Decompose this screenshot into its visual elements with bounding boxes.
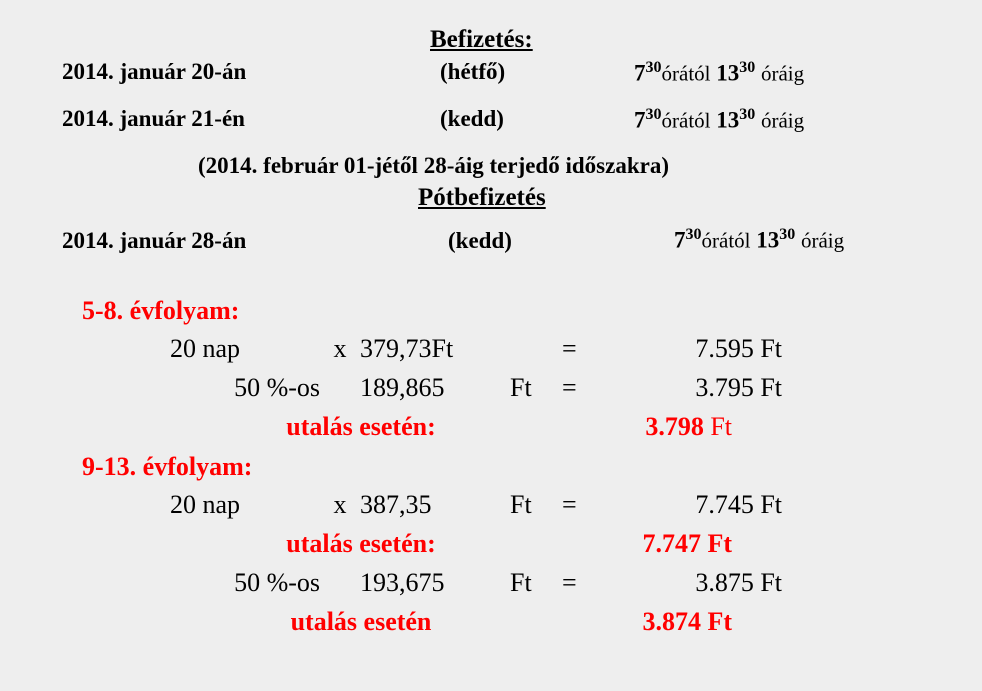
group-2-line-3-eq: =: [562, 568, 577, 597]
supplementary-row-1-date: 2014. január 28-án: [62, 228, 247, 253]
payment-row-1-to-sup: 30: [739, 59, 756, 76]
supplementary-row-1-to-word: óráig: [800, 228, 845, 253]
payment-row-2-time: [634, 106, 804, 134]
payment-row-1-time: [634, 59, 804, 87]
supplementary-section-title: Pótbefizetés: [418, 184, 546, 211]
supplementary-row-1-from-word: órától: [701, 228, 751, 253]
payment-row-2-from-word: órától: [661, 108, 711, 133]
group-1-line-3: [170, 412, 732, 442]
group-2-line-2-result: [552, 529, 732, 559]
group-2-line-3-qty: 50 %-os: [234, 568, 320, 597]
payment-row-1-to-hour: 13: [716, 60, 740, 86]
group-1-line-1-result: 7.595 Ft: [695, 334, 782, 363]
group-2-line-4-label: utalás esetén: [290, 607, 432, 636]
supplementary-row-1-from-sup: 30: [685, 226, 702, 243]
group-2-line-4: [170, 607, 732, 637]
group-1-line-2-qty: 50 %-os: [234, 373, 320, 402]
payment-row-1-from-sup: 30: [645, 59, 662, 76]
group-1-line-2-unit: Ft: [510, 373, 532, 402]
payment-row-1-date: 2014. január 20-án: [62, 59, 247, 84]
group-1-line-1-qty: 20 nap: [170, 334, 241, 363]
group-2-line-1-result: 7.745 Ft: [695, 490, 782, 519]
supplementary-row-1-to-sup: 30: [779, 226, 796, 243]
group-2-line-1-qty: 20 nap: [170, 490, 241, 519]
group-2-line-1-eq: =: [562, 490, 577, 519]
group-2-line-4-result-amount: 3.874 Ft: [642, 607, 732, 636]
group-2-line-1-unit: Ft: [510, 490, 532, 519]
group-2-line-2-result-amount: 7.747 Ft: [642, 529, 732, 558]
group-2-line-3-result: 3.875 Ft: [695, 568, 782, 597]
group-1-heading: 5-8. évfolyam:: [82, 296, 240, 325]
group-2-heading: 9-13. évfolyam:: [82, 452, 253, 481]
payment-row-2-from-hour: 7: [634, 107, 646, 133]
group-2-line-3-unit: Ft: [510, 568, 532, 597]
group-2-line-3-rate: 193,675: [360, 568, 445, 597]
group-1-line-2-eq: =: [562, 373, 577, 402]
group-1-line-3-result-amount: 3.798: [645, 412, 704, 441]
group-1-line-3-result-unit: Ft: [703, 412, 732, 441]
group-2-line-2-label: utalás esetén:: [286, 529, 436, 558]
supplementary-row-1-from-hour: 7: [674, 227, 686, 253]
supplementary-row-1-day: (kedd): [448, 228, 512, 253]
payment-period-note: (2014. február 01-jétől 28-áig terjedő időszakra): [198, 153, 669, 178]
group-1-line-1-eq: =: [562, 334, 577, 363]
payment-row-2-to-word: óráig: [760, 108, 805, 133]
group-1-line-2: [170, 373, 782, 403]
group-2-line-2: [170, 529, 732, 559]
group-1-line-2-result: 3.795 Ft: [695, 373, 782, 402]
payment-section-title: Befizetés:: [430, 26, 533, 53]
group-2-line-1-rate: 387,35: [360, 490, 432, 519]
group-1-line-3-result: [552, 412, 732, 442]
group-1-line-1-rate: 379,73Ft: [360, 334, 454, 363]
payment-row-1-to-word: óráig: [760, 61, 805, 86]
payment-row-1-from-word: órától: [661, 61, 711, 86]
group-1-line-3-label: utalás esetén:: [286, 412, 436, 441]
group-1-line-1-op: x: [333, 334, 347, 363]
group-2-line-1: [170, 490, 782, 520]
payment-row-2-from-sup: 30: [645, 106, 662, 123]
group-2-line-3: [170, 568, 782, 598]
payment-row-1-day: (hétfő): [440, 59, 506, 84]
payment-row-1-from-hour: 7: [634, 60, 646, 86]
group-1-line-1: [170, 334, 782, 364]
payment-row-2-to-sup: 30: [739, 106, 756, 123]
payment-row-2-day: (kedd): [440, 106, 504, 131]
group-1-line-2-rate: 189,865: [360, 373, 445, 402]
payment-row-2-date: 2014. január 21-én: [62, 106, 245, 131]
supplementary-row-1-to-hour: 13: [756, 227, 780, 253]
group-2-line-4-result: [552, 607, 732, 637]
supplementary-row-1-time: [674, 226, 844, 254]
payment-row-2-to-hour: 13: [716, 107, 740, 133]
group-2-line-1-op: x: [333, 490, 347, 519]
